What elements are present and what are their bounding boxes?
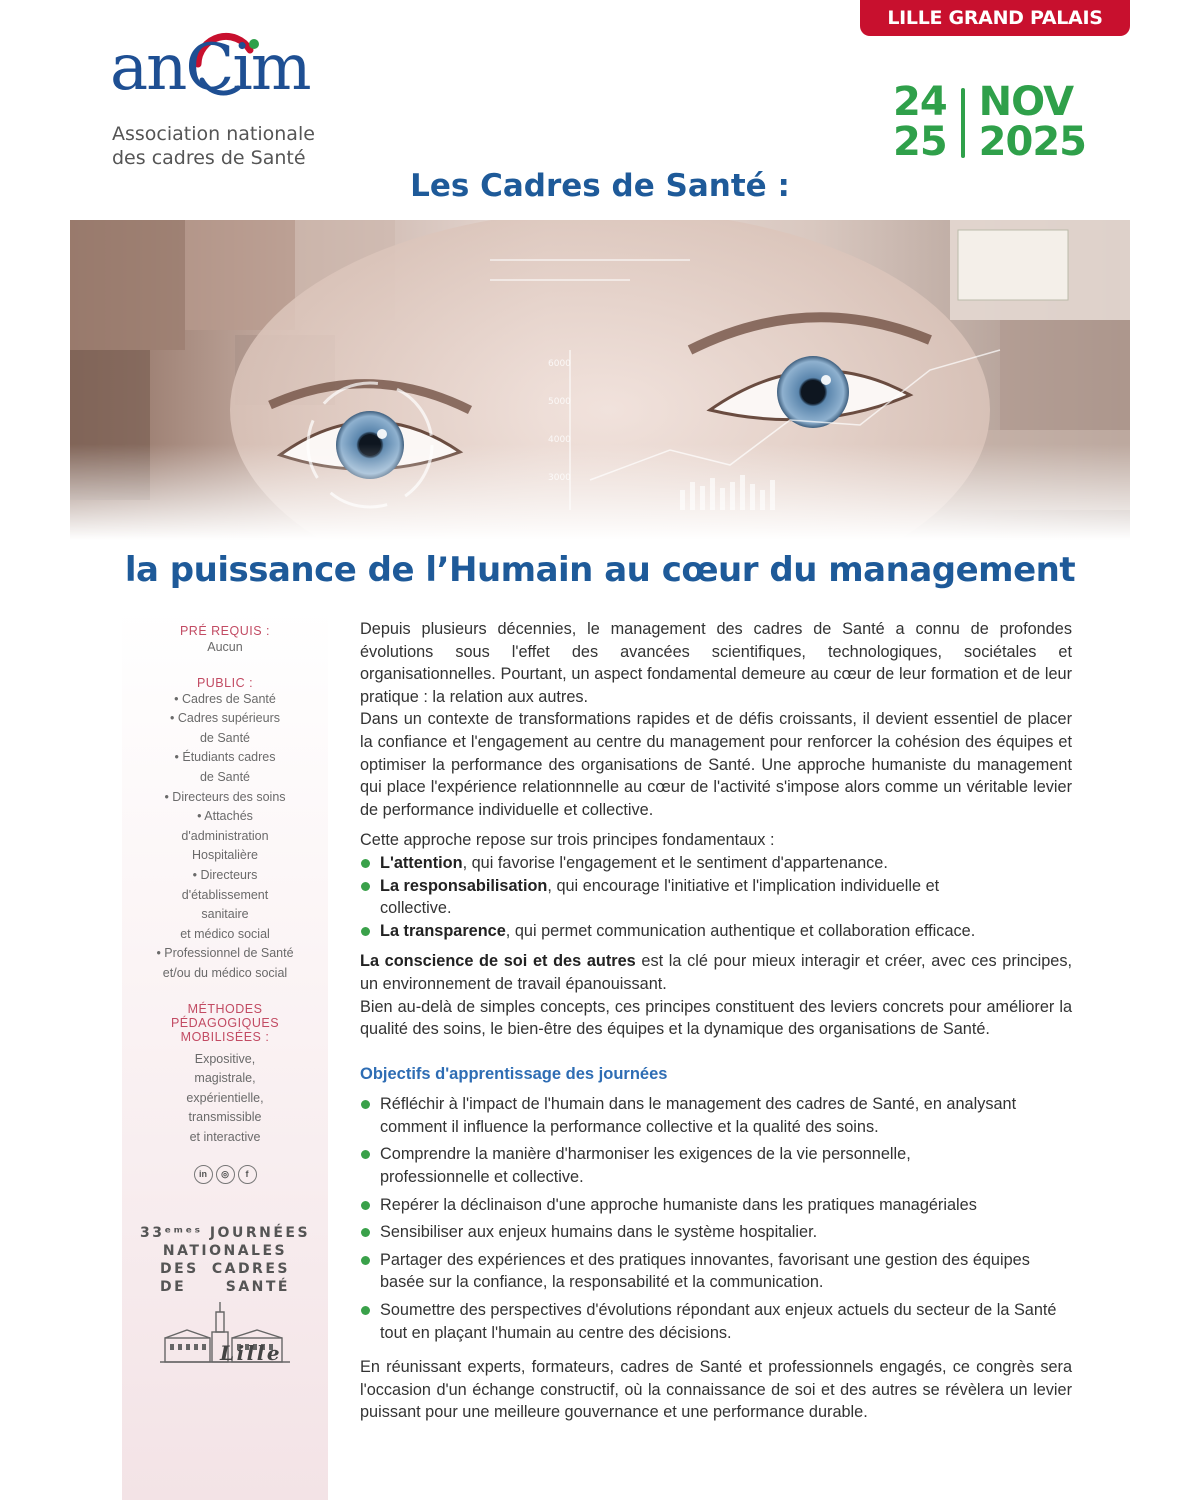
public-item: • Attachés	[197, 809, 253, 824]
info-sidebar	[122, 608, 328, 1500]
public-item: d'établissement	[181, 887, 269, 902]
event-date	[893, 79, 1086, 165]
objectives-heading: Objectifs d'apprentissage des journées	[360, 1064, 668, 1083]
facebook-icon[interactable]: f	[238, 1165, 257, 1184]
logo-wordmark: anCim	[110, 31, 310, 105]
methods-item: transmissible	[188, 1110, 262, 1125]
public-item: • Cadres supérieurs	[170, 711, 280, 726]
principle-text: , qui favorise l'engagement et le sentiment d'appartenance.	[462, 853, 888, 872]
page-title: Les Cadres de Santé :	[410, 168, 790, 204]
date-year: 2025	[978, 119, 1086, 165]
list-item	[360, 920, 1072, 943]
context-paragraph: Dans un contexte de transformations rapides et de défis croissants, il devient essentiel de placer la confiance et l'engagement au centre du management pour renforcer la cohésion des équipes et optimiser la performance des organisations de Santé. Une approche humaniste du management qui place l'expérience relationnnelle au cœur de l'activité s'impose alors comme un véritable levier de performance individuelle et collective.	[360, 710, 1072, 819]
instagram-icon[interactable]: ◎	[216, 1165, 235, 1184]
prerequisites-heading: PRÉ REQUIS :	[179, 624, 271, 638]
principle-text: , qui encourage l'initiative et l'implication individuelle et collective.	[380, 876, 940, 918]
logo-subtitle-line: des cadres de Santé	[112, 147, 306, 169]
awareness-term: La conscience de soi et des autres	[360, 952, 636, 971]
list-item: Réfléchir à l'impact de l'humain dans le management des cadres de Santé, en analysant comment il influence la performance collective et la qualité des soins.	[360, 1093, 1072, 1138]
methods-item: magistrale,	[194, 1071, 256, 1086]
list-item: Comprendre la manière d'harmoniser les exigences de la vie personnelle, professionnelle et collective.	[360, 1143, 1072, 1188]
methods-heading: MÉTHODES	[187, 1001, 263, 1016]
logo-subtitle-line: Association nationale	[112, 123, 315, 145]
methods-item: expérientielle,	[186, 1090, 264, 1105]
journees-word: CADRES	[211, 1261, 290, 1278]
list-item	[360, 875, 1072, 920]
venue-badge: LILLE GRAND PALAIS	[860, 0, 1130, 36]
journees-word: DES	[160, 1261, 199, 1278]
public-item: sanitaire	[201, 907, 249, 922]
public-item: de Santé	[199, 769, 251, 784]
public-item: d'administration	[181, 828, 269, 843]
journees-word: SANTÉ	[225, 1279, 290, 1296]
linkedin-icon[interactable]: in	[194, 1165, 213, 1184]
principle-text: , qui permet communication authentique et collaboration efficace.	[505, 921, 976, 940]
public-item: • Étudiants cadres	[174, 750, 276, 765]
public-item: • Directeurs des soins	[164, 789, 286, 804]
date-divider	[961, 88, 965, 158]
principle-term: La transparence	[380, 921, 506, 940]
public-item: • Professionnel de Santé	[156, 946, 294, 961]
journees-line: NATIONALES	[162, 1243, 288, 1260]
public-item: de Santé	[199, 730, 251, 745]
main-content	[360, 618, 1072, 1424]
lille-signature: Lille	[220, 1341, 283, 1366]
principle-term: La responsabilisation	[380, 876, 548, 895]
list-item	[360, 852, 1072, 875]
prerequisites-value: Aucun	[207, 640, 243, 654]
methods-item: Expositive,	[194, 1051, 256, 1066]
principle-term: L'attention	[380, 853, 463, 872]
objectives-list	[360, 1093, 1072, 1344]
methods-item: et interactive	[189, 1129, 261, 1144]
levers-paragraph: Bien au-delà de simples concepts, ces principes constituent des leviers concrets pour améliorer la qualité des soins, le bien-être des équipes et la dynamique des organisations de Santé.	[360, 997, 1072, 1039]
principles-intro: Cette approche repose sur trois principes fondamentaux :	[360, 831, 775, 850]
hero-banner-image	[70, 220, 1130, 540]
social-links	[122, 1165, 328, 1184]
prerequisites-section	[122, 624, 328, 658]
date-day-end: 25	[893, 119, 947, 165]
public-item: et/ou du médico social	[162, 965, 288, 980]
journees-line: 33ᵉᵐᵉˢ JOURNÉES	[139, 1225, 311, 1242]
public-item: et médico social	[180, 926, 270, 941]
awareness-paragraph	[360, 950, 1072, 995]
methods-section	[122, 1002, 328, 1148]
list-item: Soumettre des perspectives d'évolutions répondant aux enjeux actuels du secteur de la Santé tout en plaçant l'humain au centre des décisions.	[360, 1299, 1072, 1344]
public-item: Hospitalière	[191, 848, 258, 863]
public-item: • Directeurs	[192, 867, 258, 882]
public-section	[122, 676, 328, 984]
closing-paragraph: En réunissant experts, formateurs, cadres de Santé et professionnels engagés, ce congrès sera l'occasion d'un échange constructif, où la connaissance de soi et des autres se révèlera un levier puissant pour une meilleure gouvernance et une performance durable.	[360, 1358, 1072, 1422]
date-month: NOV	[978, 79, 1074, 125]
journees-nationales-logo	[122, 1224, 328, 1377]
methods-heading: MOBILISÉES :	[180, 1029, 270, 1044]
public-heading: PUBLIC :	[196, 675, 254, 690]
list-item: Partager des expériences et des pratiques innovantes, favorisant une gestion des équipes basée sur la confiance, la responsabilité et la communication.	[360, 1249, 1072, 1294]
awareness-text: est la clé pour mieux interagir et créer, avec ces principes, un environnement de travail épanouissant.	[360, 952, 1072, 993]
date-day-start: 24	[893, 79, 947, 125]
principles-list	[360, 852, 1072, 942]
page-subtitle: la puissance de l’Humain au cœur du management	[124, 550, 1076, 590]
journees-word: DE	[160, 1279, 187, 1296]
intro-paragraph: Depuis plusieurs décennies, le management des cadres de Santé a connu de profondes évolutions sous l'effet des avancées scientifiques, technologiques, sociétales et organisationnelles. Pourtant, un aspect fondamental demeure au cœur de leur formation et de leur pratique : la relation aux autres.	[360, 620, 1072, 706]
public-item: • Cadres de Santé	[174, 691, 276, 706]
logo-subtitle	[112, 122, 315, 170]
list-item: Repérer la déclinaison d'une approche humaniste dans les pratiques managériales	[360, 1194, 1072, 1217]
lille-skyline-icon	[160, 1302, 290, 1372]
methods-heading: PÉDAGOGIQUES	[170, 1015, 280, 1030]
banner-illustration	[70, 220, 1130, 540]
ancim-logo	[110, 30, 350, 180]
list-item: Sensibiliser aux enjeux humains dans le système hospitalier.	[360, 1221, 1072, 1244]
